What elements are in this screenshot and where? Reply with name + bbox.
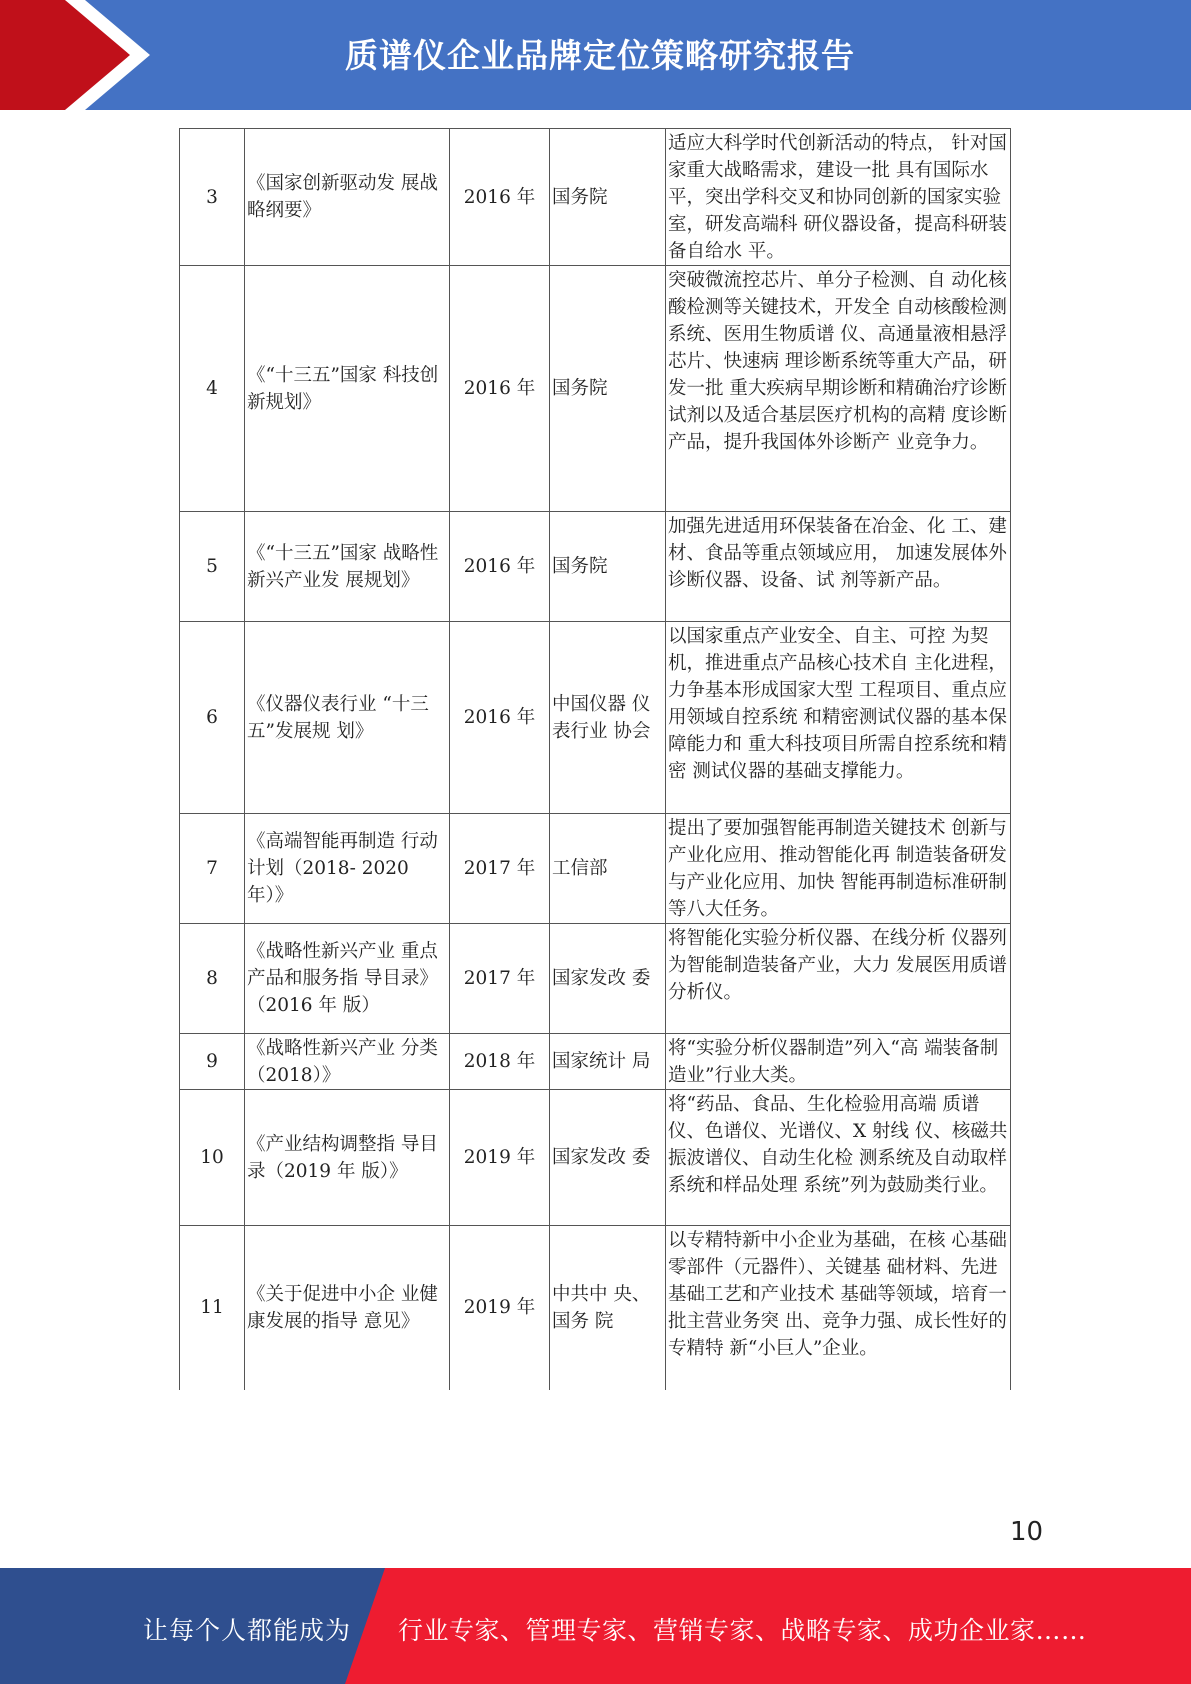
row-number: 6 bbox=[180, 622, 245, 814]
policy-org: 国务院 bbox=[550, 129, 666, 266]
policy-year: 2016 年 bbox=[450, 622, 550, 814]
policy-content: 加强先进适用环保装备在冶金、化 工、建材、食品等重点领域应用， 加速发展体外诊断仪器、设备、试 剂等新产品。 bbox=[666, 512, 1011, 622]
table-row bbox=[180, 129, 1011, 266]
policy-org: 国务院 bbox=[550, 512, 666, 622]
policy-org: 工信部 bbox=[550, 814, 666, 924]
policy-name: 《产业结构调整指 导目录（2019 年 版）》 bbox=[245, 1090, 450, 1226]
page-footer bbox=[0, 1568, 1191, 1684]
report-title: 质谱仪企业品牌定位策略研究报告 bbox=[345, 36, 855, 75]
policy-year: 2016 年 bbox=[450, 512, 550, 622]
policy-content: 以专精特新中小企业为基础，在核 心基础零部件（元器件）、关键基 础材料、先进基础工艺和产业技术 基础等领域，培育一批主营业务突 出、竞争力强、成长性好的专精特 新“小巨人”企业。 bbox=[666, 1226, 1011, 1390]
table-row bbox=[180, 512, 1011, 622]
policy-content: 将“实验分析仪器制造”列入“高 端装备制造业”行业大类。 bbox=[666, 1034, 1011, 1090]
table-row bbox=[180, 814, 1011, 924]
policy-content: 提出了要加强智能再制造关键技术 创新与产业化应用、推动智能化再 制造装备研发与产业化应用、加快 智能再制造标准研制等八大任务。 bbox=[666, 814, 1011, 924]
policy-year: 2018 年 bbox=[450, 1034, 550, 1090]
policy-year: 2017 年 bbox=[450, 814, 550, 924]
footer-slogan-right: 行业专家、管理专家、营销专家、战略专家、成功企业家…… bbox=[398, 1616, 1087, 1645]
table-row bbox=[180, 266, 1011, 512]
table-row bbox=[180, 1226, 1011, 1390]
policy-org: 国家发改 委 bbox=[550, 924, 666, 1034]
policy-year: 2016 年 bbox=[450, 266, 550, 512]
table-row bbox=[180, 1090, 1011, 1226]
policy-table bbox=[179, 128, 1011, 1390]
policy-content: 将智能化实验分析仪器、在线分析 仪器列为智能制造装备产业，大力 发展医用质谱分析仪。 bbox=[666, 924, 1011, 1034]
policy-content: 以国家重点产业安全、自主、可控 为契机，推进重点产品核心技术自 主化进程，力争基本形成国家大型 工程项目、重点应用领域自控系统 和精密测试仪器的基本保障能力和 重大科技项目所需自控系统和精密 测试仪器的基础支撑能力。 bbox=[666, 622, 1011, 814]
policy-org: 国家统计 局 bbox=[550, 1034, 666, 1090]
header-red-arrow bbox=[0, 0, 150, 110]
footer-slogan-left: 让每个人都能成为 bbox=[143, 1616, 352, 1645]
policy-name: 《战略性新兴产业 分类（2018）》 bbox=[245, 1034, 450, 1090]
row-number: 5 bbox=[180, 512, 245, 622]
policy-content: 将“药品、食品、生化检验用高端 质谱仪、色谱仪、光谱仪、X 射线 仪、核磁共振波谱仪、自动生化检 测系统及自动取样系统和样品处理 系统”列为鼓励类行业。 bbox=[666, 1090, 1011, 1226]
policy-org: 中共中 央、国务 院 bbox=[550, 1226, 666, 1390]
row-number: 9 bbox=[180, 1034, 245, 1090]
policy-name: 《“十三五”国家 科技创新规划》 bbox=[245, 266, 450, 512]
row-number: 8 bbox=[180, 924, 245, 1034]
policy-name: 《关于促进中小企 业健康发展的指导 意见》 bbox=[245, 1226, 450, 1390]
policy-name: 《国家创新驱动发 展战略纲要》 bbox=[245, 129, 450, 266]
policy-org: 国务院 bbox=[550, 266, 666, 512]
row-number: 10 bbox=[180, 1090, 245, 1226]
policy-name: 《仪器仪表行业 “十三五”发展规 划》 bbox=[245, 622, 450, 814]
policy-name: 《战略性新兴产业 重点产品和服务指 导目录》（2016 年 版） bbox=[245, 924, 450, 1034]
policy-content: 突破微流控芯片、单分子检测、自 动化核酸检测等关键技术，开发全 自动核酸检测系统、医用生物质谱 仪、高通量液相悬浮芯片、快速病 理诊断系统等重大产品，研发一批 重大疾病早期诊断和精确治疗诊断 试剂以及适合基层医疗机构的高精 度诊断产品，提升我国体外诊断产 业竞争力。 bbox=[666, 266, 1011, 512]
page-header bbox=[0, 0, 1191, 110]
policy-content: 适应大科学时代创新活动的特点， 针对国家重大战略需求，建设一批 具有国际水平，突出学科交叉和协同创新的国家实验室，研发高端科 研仪器设备，提高科研装备自给水 平。 bbox=[666, 129, 1011, 266]
policy-year: 2016 年 bbox=[450, 129, 550, 266]
row-number: 7 bbox=[180, 814, 245, 924]
row-number: 3 bbox=[180, 129, 245, 266]
policy-year: 2017 年 bbox=[450, 924, 550, 1034]
policy-year: 2019 年 bbox=[450, 1090, 550, 1226]
page-number: 10 bbox=[1010, 1517, 1044, 1547]
table-row bbox=[180, 1034, 1011, 1090]
policy-name: 《“十三五”国家 战略性新兴产业发 展规划》 bbox=[245, 512, 450, 622]
row-number: 11 bbox=[180, 1226, 245, 1390]
table-row bbox=[180, 622, 1011, 814]
policy-org: 中国仪器 仪表行业 协会 bbox=[550, 622, 666, 814]
table-row bbox=[180, 924, 1011, 1034]
row-number: 4 bbox=[180, 266, 245, 512]
policy-name: 《高端智能再制造 行动计划（2018- 2020 年）》 bbox=[245, 814, 450, 924]
policy-org: 国家发改 委 bbox=[550, 1090, 666, 1226]
policy-year: 2019 年 bbox=[450, 1226, 550, 1390]
